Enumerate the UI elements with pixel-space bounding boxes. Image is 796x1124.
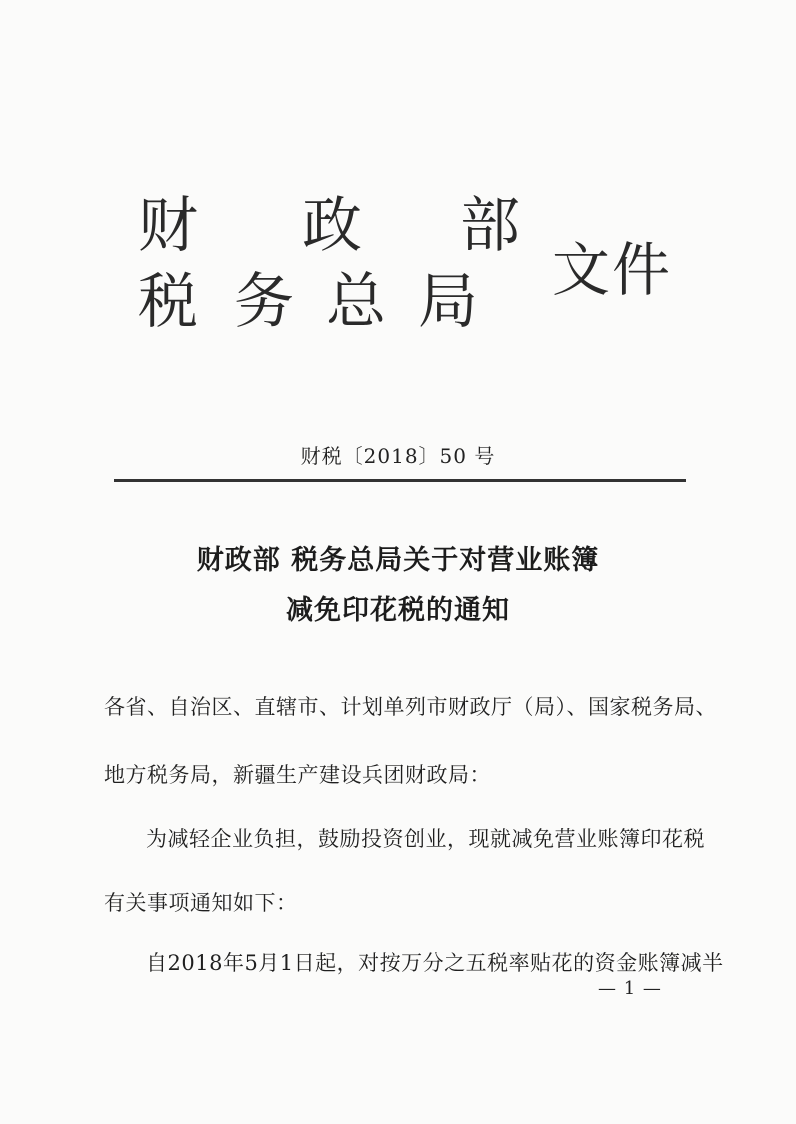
page-number: — 1 — [598, 978, 662, 999]
paragraph2-line1: 自2018年5月1日起，对按万分之五税率贴花的资金账簿减半 [146, 951, 724, 975]
issuer-char: 税 [138, 267, 198, 337]
paragraph1-line1: 为减轻企业负担，鼓励投资创业，现就减免营业账簿印花税 [146, 827, 705, 851]
issuer-char: 部 [460, 191, 520, 261]
header-divider [114, 479, 686, 482]
addressee-line2: 地方税务局，新疆生产建设兵团财政局： [104, 763, 491, 787]
document-type-label: 文件 [552, 236, 673, 304]
issuer-line-ministry-of-finance [138, 191, 520, 261]
paragraph1-line2: 有关事项通知如下： [104, 891, 298, 915]
issuer-char: 政 [302, 191, 362, 261]
addressee-line1: 各省、自治区、直辖市、计划单列市财政厅（局）、国家税务局、 [104, 695, 717, 719]
issuer-char: 财 [138, 191, 198, 261]
document-number: 财税〔2018〕50 号 [300, 444, 496, 468]
issuer-line-taxation-administration [138, 267, 478, 337]
issuer-char: 总 [326, 267, 386, 337]
notice-title-line2: 减免印花税的通知 [286, 595, 510, 626]
issuer-char: 局 [418, 267, 478, 337]
issuer-char: 务 [234, 267, 294, 337]
notice-title-line1: 财政部 税务总局关于对营业账簿 [196, 545, 600, 576]
